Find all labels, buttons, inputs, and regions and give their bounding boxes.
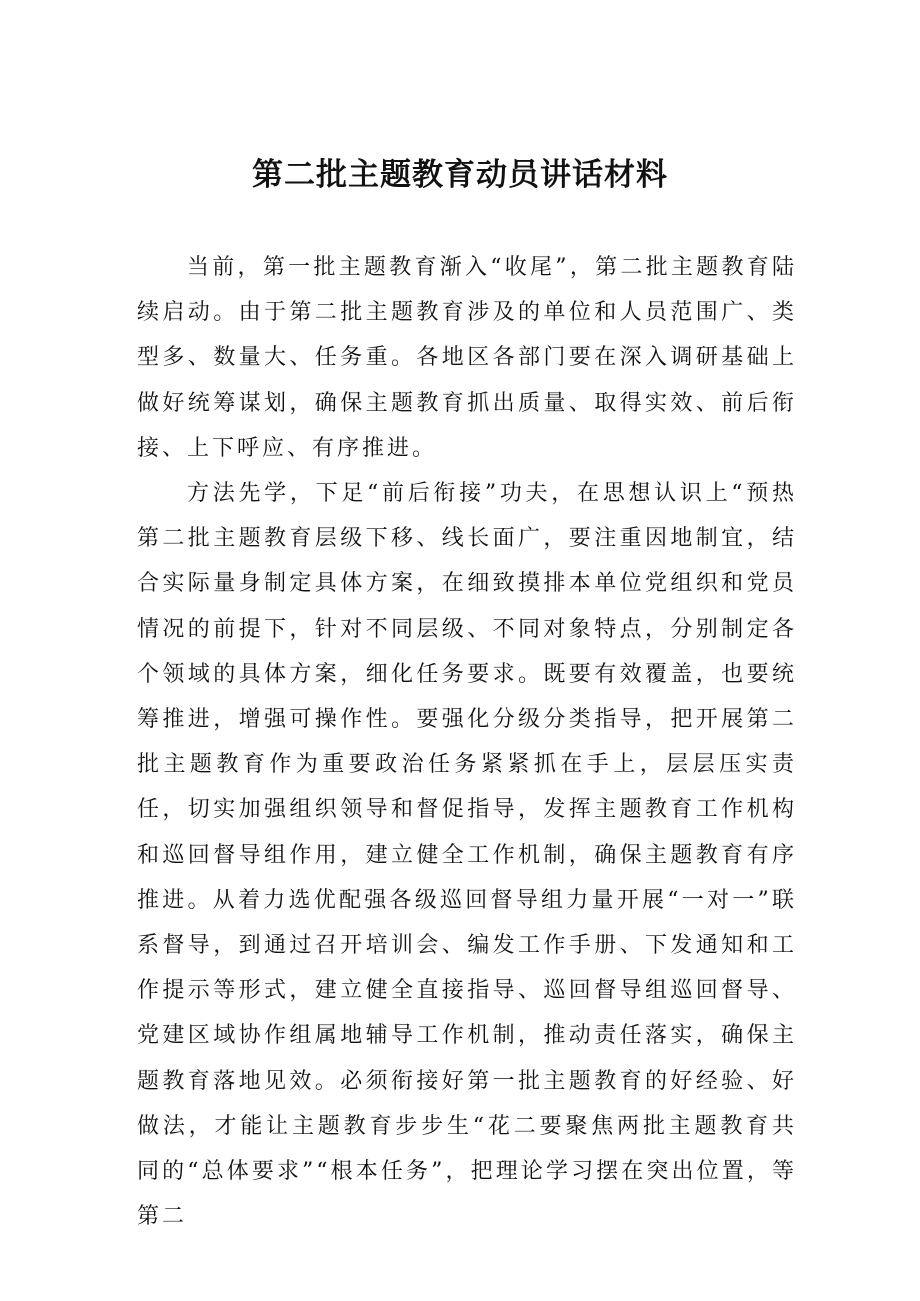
document-title: 第二批主题教育动员讲话材料 xyxy=(252,157,668,193)
paragraph-intro: 当前，第一批主题教育渐入“收尾”，第二批主题教育陆续启动。由于第二批主题教育涉及的单位和人员范围广、类型多、数量大、任务重。各地区各部门要在深入调研基础上做好统筹谋划，确保主题教育抓出质量、取得实效、前后衔接、上下呼应、有序推进。 xyxy=(137,255,797,461)
paragraph-method: 方法先学，下足“前后衔接”功夫，在思想认识上“预热第二批主题教育层级下移、线长面广，要注重因地制宜，结合实际量身制定具体方案，在细致摸排本单位党组织和党员情况的前提下，针对不同层级、不同对象特点，分别制定各个领域的具体方案，细化任务要求。既要有效覆盖，也要统筹推进，增强可操作性。要强化分级分类指导，把开展第二批主题教育作为重要政治任务紧紧抓在手上，层层压实责任，切实加强组织领导和督促指导，发挥主题教育工作机构和巡回督导组作用，建立健全工作机制，确保主题教育有序推进。从着力选优配强各级巡回督导组力量开展“一对一”联系督导，到通过召开培训会、编发工作手册、下发通知和工作提示等形式，建立健全直接指导、巡回督导组巡回督导、党建区域协作组属地辅导工作机制，推动责任落实，确保主题教育落地见效。必须衔接好第一批主题教育的好经验、好做法，才能让主题教育步步生“花二要聚焦两批主题教育共同的“总体要求”“根本任务”，把理论学习摆在突出位置，等第二 xyxy=(137,481,797,1230)
document-body xyxy=(137,245,797,1239)
